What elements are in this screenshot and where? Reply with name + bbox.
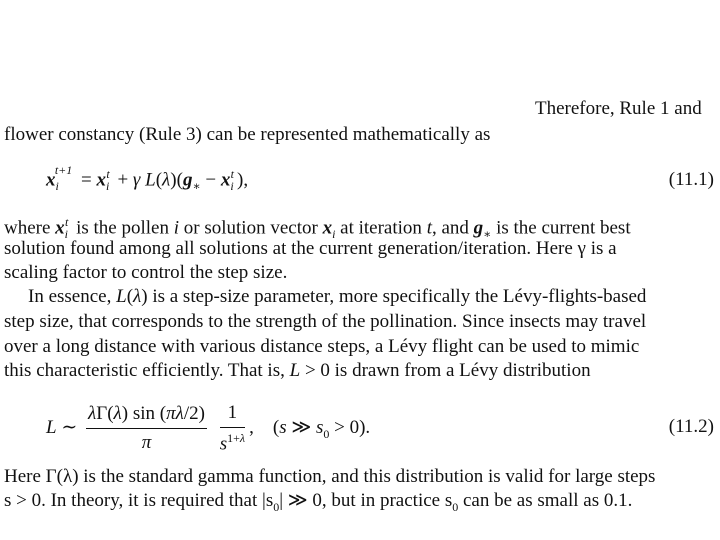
paragraph-1-line-1: where $x_i^t$ is the pollen i or solution vector $x_i$ at iteration t, and $g_∗$ is the current best bbox=[4, 215, 631, 242]
paragraph-2-line-4: this characteristic efficiently. That is, L > 0 is drawn from a Lévy distribution bbox=[4, 360, 591, 381]
paragraph-3-line-2: s > 0. In theory, it is required that $|s_0|$ ≫ 0, but in practice $s_0$ can be as small as 0.1. bbox=[4, 490, 633, 514]
paragraph-1-line-3: scaling factor to control the step size. bbox=[4, 262, 288, 283]
paragraph-1-line-2: solution found among all solutions at the current generation/iteration. Here γ is a bbox=[4, 238, 617, 259]
paragraph-2-line-1: In essence, L(λ) is a step-size parameter, more specifically the Lévy-flights-based bbox=[28, 286, 647, 307]
equation-number-11-2: (11.2) bbox=[668, 416, 714, 437]
paragraph-3-line-1: Here Γ(λ) is the standard gamma function, and this distribution is valid for large steps bbox=[4, 466, 656, 487]
equation-number-11-1: (11.1) bbox=[668, 169, 714, 190]
paragraph-2-line-2: step size, that corresponds to the strength of the pollination. Since insects may travel bbox=[4, 311, 647, 332]
equation-11-1: $x_i^{t+1} = x_i^t + \gamma$ $L(\lambda)(g_∗ - x_i^t$ ), bbox=[46, 163, 249, 194]
text-line-2: flower constancy (Rule 3) can be represented mathematically as bbox=[4, 124, 491, 145]
text-line-1: Therefore, Rule 1 and bbox=[535, 98, 702, 119]
equation-11-2: L ∼ $\frac{\lambda\Gamma(\lambda) \sin (\pi\lambda/2)}{\pi}$ $\frac{1}{s^{1+\lambda}}$ , (s ≫ $s_0 > 0$). bbox=[46, 402, 371, 455]
paragraph-2-line-3: over a long distance with various distance steps, a Lévy flight can be used to mimic bbox=[4, 336, 640, 357]
